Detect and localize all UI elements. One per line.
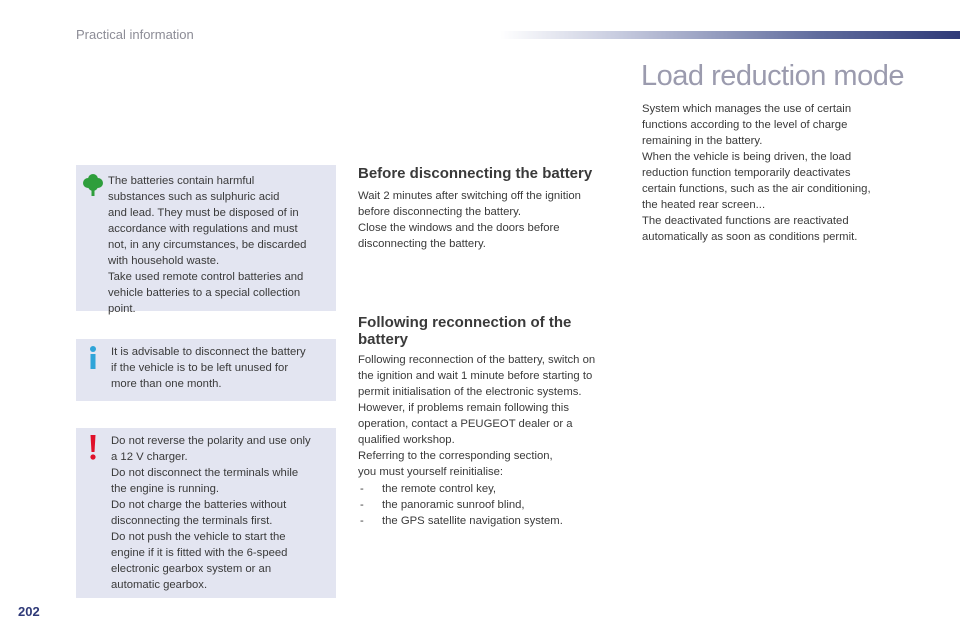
list-item: - the panoramic sunroof blind, <box>358 497 624 513</box>
environment-callout-text: The batteries contain harmful substances such as sulphuric acid and lead. They must be disposed of in accordance with regulations and must not, in any circumstances, be discarded with household waste. Take used remote control batteries and vehicle batteries to a special collection point. <box>108 175 307 315</box>
information-callout-text: It is advisable to disconnect the battery if the vehicle is to be left unused for more than one month. <box>111 346 306 390</box>
exclamation-icon <box>84 434 102 460</box>
header-gradient-bar <box>500 31 960 39</box>
page-number: 202 <box>18 604 40 619</box>
load-reduction-heading: Load reduction mode <box>641 60 904 92</box>
environment-callout <box>76 165 336 315</box>
leaf-tree-icon <box>82 173 104 197</box>
before-disconnecting-heading: Before disconnecting the battery <box>358 165 593 182</box>
list-item: - the GPS satellite navigation system. <box>358 513 624 529</box>
warning-callout <box>76 428 336 598</box>
following-reconnection-heading: Following reconnection of the battery <box>358 314 572 348</box>
before-disconnecting-text: Wait 2 minutes after switching off the ignition before disconnecting the battery. Close the windows and the doors before disconnecting the battery. <box>358 190 581 250</box>
load-reduction-text: System which manages the use of certain functions according to the level of charge remaining in the battery. When the vehicle is being driven, the load reduction function temporarily deactivates certain functions, such as the air conditioning, the heated rear screen... The deactivated functions are reactivated automatically as soon as conditions permit. <box>642 103 871 243</box>
information-callout <box>76 339 336 401</box>
section-label: Practical information <box>76 27 194 42</box>
list-item: - the remote control key, <box>358 481 624 497</box>
following-reconnection-text: Following reconnection of the battery, switch on the ignition and wait 1 minute before starting to permit initialisation of the electronic systems. However, if problems remain following this operation, contact a PEUGEOT dealer or a qualified workshop. Referring to the corresponding section, you must yourself reinitialise: <box>358 354 596 478</box>
warning-callout-text: Do not reverse the polarity and use only a 12 V charger. Do not disconnect the terminals while the engine is running. Do not charge the batteries without disconnecting the terminals first. Do not push the vehicle to start the engine if it is fitted with the 6-speed electronic gearbox system or an automatic gearbox. <box>111 435 311 591</box>
info-icon <box>84 345 102 371</box>
reinitialise-list <box>358 481 624 529</box>
